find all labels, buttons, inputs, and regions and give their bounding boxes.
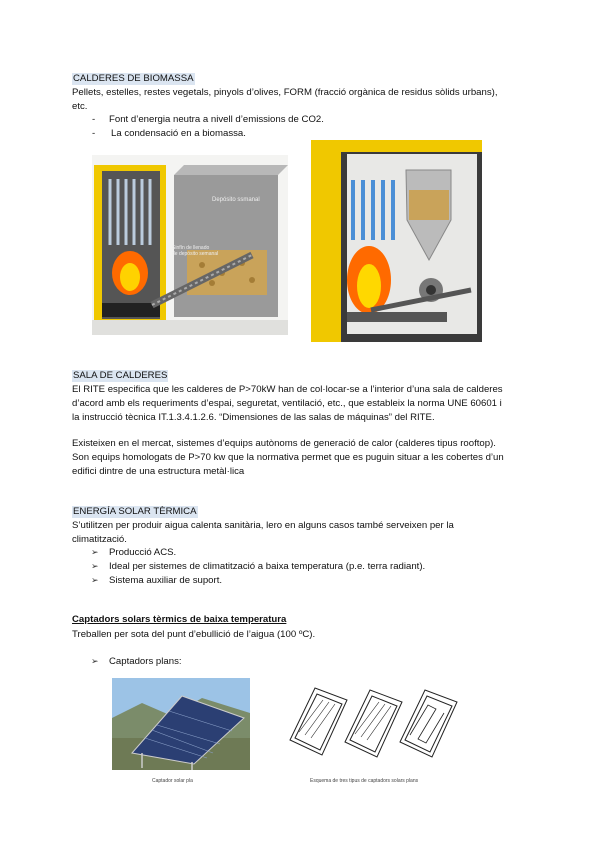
- feeder-label-2: de depósito semanal: [172, 251, 219, 257]
- feeder-label-1: Sinfín de llenado: [172, 245, 210, 251]
- biomassa-bullet-2: La condensació en a biomassa.: [111, 128, 246, 139]
- sala-p1-line2: d’acord amb els requeriments d’espai, seguretat, ventilació, etc., que estableix la norma UNE 60601 i: [72, 398, 502, 409]
- section-heading-solar: ENERGÍA SOLAR TÈRMICA: [73, 506, 197, 517]
- arrow-bullet-icon: ➢: [91, 547, 99, 557]
- biomassa-bullet-1: Font d’energia neutra a nivell d’emissions de CO2.: [109, 114, 324, 125]
- biomass-boiler-figure-1: [92, 155, 288, 335]
- section-heading-biomassa: CALDERES DE BIOMASSA: [73, 73, 194, 84]
- sala-p2-line2: Son equips homologats de P>70 kw que la normativa permet que es puguin situar a les cobertes d’un: [72, 452, 504, 463]
- arrow-bullet-icon: ➢: [91, 561, 99, 571]
- solar-bullet-1: Producció ACS.: [109, 547, 177, 558]
- caption-right: Esquema de tres tipus de captadors solars plans: [310, 778, 419, 784]
- bullet-dash: -: [92, 114, 96, 125]
- arrow-bullet-icon: ➢: [91, 656, 99, 666]
- solar-collector-photo: [112, 678, 250, 770]
- captadors-text: Treballen per sota del punt d’ebullició de l’aigua (100 ºC).: [72, 629, 316, 640]
- captadors-bullet: Captadors plans:: [109, 656, 182, 667]
- sala-p1-line1: El RITE especifica que les calderes de P>70kW han de col·locar-se a l’interior d’una sala de calderes: [72, 384, 503, 395]
- flat-collector-diagram: [285, 680, 467, 772]
- sala-p1-line3: la instrucció tècnica IT.1.3.4.1.2.6. “Dimensiones de las salas de máquinas” del RITE.: [72, 412, 435, 423]
- biomassa-text-line2: etc.: [72, 101, 88, 112]
- solar-text-line1: S’utilitzen per produir aigua calenta sanitària, lero en alguns casos també serveixen per la: [72, 520, 454, 531]
- biomassa-text-line1: Pellets, estelles, restes vegetals, pinyols d’olives, FORM (fracció orgànica de residus sòlids urbans),: [72, 87, 498, 98]
- sala-p2-line1: Existeixen en el mercat, sistemes d’equips autònoms de generació de calor (calderes tipus rooftop).: [72, 438, 496, 449]
- caption-left: Captador solar pla: [152, 778, 193, 784]
- sala-p2-line3: edifici dintre de una estructura metàl·lica: [72, 466, 245, 477]
- solar-bullet-2: Ideal per sistemes de climatització a baixa temperatura (p.e. terra radiant).: [109, 561, 426, 572]
- section-heading-captadors: Captadors solars tèrmics de baixa temperatura: [72, 614, 287, 625]
- tank-label: Depósito ssmanal: [212, 197, 260, 203]
- biomass-boiler-figure-2: [311, 140, 482, 342]
- bullet-dash: -: [92, 128, 96, 139]
- section-heading-sala: SALA DE CALDERES: [73, 370, 168, 381]
- solar-text-line2: climatització.: [72, 534, 127, 545]
- solar-bullet-3: Sistema auxiliar de suport.: [109, 575, 223, 586]
- arrow-bullet-icon: ➢: [91, 575, 99, 585]
